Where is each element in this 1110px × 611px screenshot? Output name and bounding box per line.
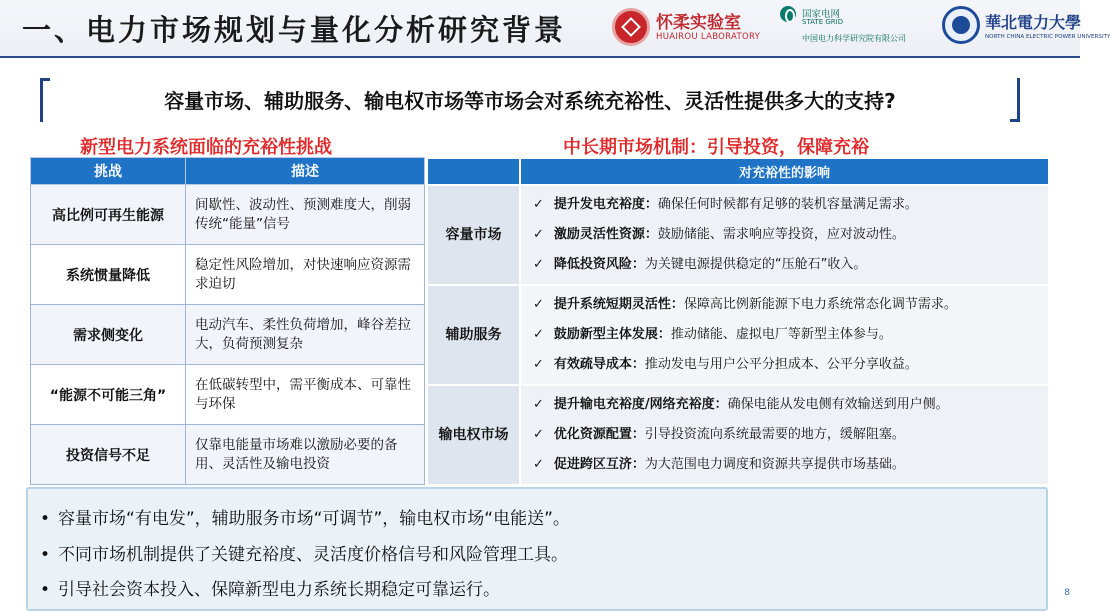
impact-text: 推动储能、虚拟电厂等新型主体参与。 bbox=[670, 327, 892, 342]
check-icon: ✓ bbox=[533, 427, 544, 442]
ncepu-name-en: NORTH CHINA ELECTRIC POWER UNIVERSITY bbox=[985, 34, 1110, 40]
challenges-table bbox=[30, 157, 425, 485]
impact-text: 推动发电与用户公平分担成本、公平分享收益。 bbox=[644, 357, 918, 372]
bullet-icon: • bbox=[40, 509, 51, 529]
table-header-row bbox=[427, 158, 1049, 185]
state-grid-name: 国家电网 bbox=[802, 9, 841, 20]
column-header: 描述 bbox=[186, 158, 425, 185]
impact-cell bbox=[520, 185, 1049, 285]
check-icon: ✓ bbox=[533, 227, 544, 242]
state-grid-institute: 中国电力科学研究院有限公司 bbox=[802, 34, 906, 43]
column-header: 挑战 bbox=[31, 158, 186, 185]
impact-item bbox=[533, 450, 1038, 480]
impact-item bbox=[533, 220, 1038, 250]
page-title: 一、电力市场规划与量化分析研究背景 bbox=[22, 13, 567, 47]
impact-text: 保障高比例新能源下电力系统常态化调节需求。 bbox=[683, 297, 957, 312]
question-box bbox=[40, 78, 1020, 122]
impact-keyword: 提升输电充裕度/网络充裕度： bbox=[553, 397, 728, 412]
check-icon: ✓ bbox=[533, 397, 544, 412]
table-row bbox=[427, 385, 1049, 485]
table-row bbox=[31, 245, 425, 305]
column-header: 对充裕性的影响 bbox=[520, 158, 1049, 185]
market-cell: 辅助服务 bbox=[427, 285, 520, 385]
check-icon: ✓ bbox=[533, 457, 544, 472]
huairou-name-en: HUAIROU LABORATORY bbox=[656, 32, 761, 42]
impact-item bbox=[533, 420, 1038, 450]
impact-keyword: 优化资源配置： bbox=[553, 427, 645, 442]
question-text: 容量市场、辅助服务、输电权市场等市场会对系统充裕性、灵活性提供多大的支持? bbox=[164, 89, 896, 113]
state-grid-icon bbox=[780, 6, 796, 22]
summary-text: 引导社会资本投入、保障新型电力系统长期稳定可靠运行。 bbox=[58, 580, 501, 600]
description-cell: 间歇性、波动性、预测难度大，削弱传统“能量”信号 bbox=[186, 185, 425, 245]
impact-cell bbox=[520, 385, 1049, 485]
table-row bbox=[427, 285, 1049, 385]
market-cell: 容量市场 bbox=[427, 185, 520, 285]
left-section-title: 新型电力系统面临的充裕性挑战 bbox=[80, 137, 332, 158]
table-row bbox=[31, 425, 425, 485]
huairou-seal-icon bbox=[612, 8, 650, 46]
impact-item bbox=[533, 320, 1038, 350]
impact-text: 确保电能从发电侧有效输送到用户侧。 bbox=[727, 397, 949, 412]
right-section-title: 中长期市场机制：引导投资，保障充裕 bbox=[563, 137, 869, 158]
impact-item bbox=[533, 390, 1038, 420]
impact-keyword: 促进跨区互济： bbox=[553, 457, 645, 472]
impact-text: 为大范围电力调度和资源共享提供市场基础。 bbox=[644, 457, 905, 472]
table-row bbox=[31, 365, 425, 425]
state-grid-name-en: STATE GRID bbox=[802, 18, 844, 26]
huairou-name: 怀柔实验室 bbox=[656, 13, 741, 33]
challenge-cell: 系统惯量降低 bbox=[31, 245, 186, 305]
bullet-icon: • bbox=[40, 580, 51, 600]
impact-keyword: 有效疏导成本： bbox=[553, 357, 645, 372]
market-mechanisms-table bbox=[426, 157, 1050, 486]
impact-keyword: 提升系统短期灵活性： bbox=[553, 297, 684, 312]
impact-item bbox=[533, 350, 1038, 380]
check-icon: ✓ bbox=[533, 327, 544, 342]
huairou-logo bbox=[612, 6, 762, 50]
market-cell: 输电权市场 bbox=[427, 385, 520, 485]
summary-box bbox=[26, 487, 1048, 611]
summary-text: 容量市场“有电发”，辅助服务市场“可调节”，输电权市场“电能送”。 bbox=[58, 509, 570, 529]
challenge-cell: 高比例可再生能源 bbox=[31, 185, 186, 245]
ncepu-logo bbox=[942, 6, 1110, 50]
check-icon: ✓ bbox=[533, 357, 544, 372]
ncepu-seal-icon bbox=[942, 6, 980, 44]
challenge-cell: “能源不可能三角” bbox=[31, 365, 186, 425]
check-icon: ✓ bbox=[533, 197, 544, 212]
ncepu-name: 華北電力大學 bbox=[985, 13, 1082, 32]
table-row bbox=[31, 185, 425, 245]
table-row bbox=[427, 185, 1049, 285]
impact-cell bbox=[520, 285, 1049, 385]
impact-text: 鼓励储能、需求响应等投资，应对波动性。 bbox=[657, 227, 905, 242]
description-cell: 仅靠电能量市场难以激励必要的备用、灵活性及输电投资 bbox=[186, 425, 425, 485]
impact-keyword: 鼓励新型主体发展： bbox=[553, 327, 671, 342]
summary-item bbox=[40, 504, 570, 529]
page-number: 8 bbox=[1064, 588, 1070, 598]
column-header bbox=[427, 158, 520, 185]
state-grid-logo bbox=[780, 6, 920, 50]
challenge-cell: 需求侧变化 bbox=[31, 305, 186, 365]
description-cell: 在低碳转型中，需平衡成本、可靠性与环保 bbox=[186, 365, 425, 425]
table-header-row bbox=[31, 158, 425, 185]
impact-text: 引导投资流向系统最需要的地方，缓解阻塞。 bbox=[644, 427, 905, 442]
challenge-cell: 投资信号不足 bbox=[31, 425, 186, 485]
impact-keyword: 提升发电充裕度： bbox=[553, 197, 658, 212]
impact-item bbox=[533, 250, 1038, 280]
bullet-icon: • bbox=[40, 545, 51, 565]
table-row bbox=[31, 305, 425, 365]
summary-item bbox=[40, 540, 568, 565]
description-cell: 稳定性风险增加，对快速响应资源需求迫切 bbox=[186, 245, 425, 305]
impact-text: 确保任何时候都有足够的装机容量满足需求。 bbox=[657, 197, 918, 212]
check-icon: ✓ bbox=[533, 297, 544, 312]
description-cell: 电动汽车、柔性负荷增加，峰谷差拉大，负荷预测复杂 bbox=[186, 305, 425, 365]
impact-text: 为关键电源提供稳定的“压舱石”收入。 bbox=[644, 257, 867, 272]
check-icon: ✓ bbox=[533, 257, 544, 272]
impact-keyword: 激励灵活性资源： bbox=[553, 227, 658, 242]
summary-item bbox=[40, 575, 500, 600]
impact-item bbox=[533, 190, 1038, 220]
impact-keyword: 降低投资风险： bbox=[553, 257, 645, 272]
summary-text: 不同市场机制提供了关键充裕度、灵活度价格信号和风险管理工具。 bbox=[58, 545, 569, 565]
impact-item bbox=[533, 290, 1038, 320]
